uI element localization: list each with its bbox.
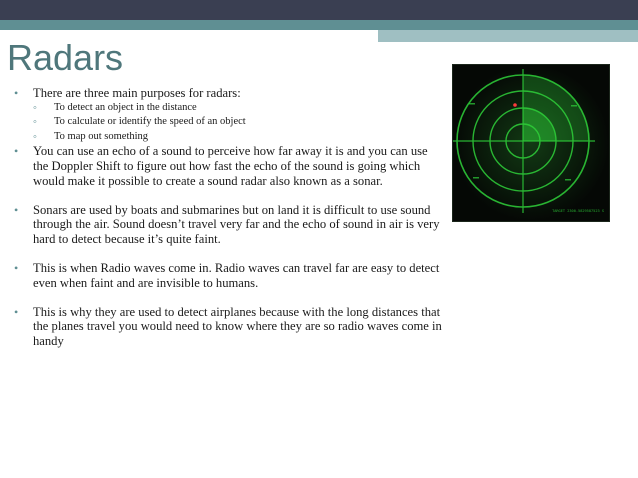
bullet-sonars: • Sonars are used by boats and submarines but on land it is difficult to use sound through the air. Sound doesn’t travel very far and the echo of sound in air is very hard to detect because it’s quite faint. xyxy=(12,203,442,247)
radar-target-blip xyxy=(513,103,517,107)
radar-marker xyxy=(571,105,577,107)
radar-caption: TARGET 2300-5829587523 S xyxy=(552,209,604,213)
slide-title: Radars xyxy=(7,37,124,78)
radar-marker xyxy=(565,179,571,181)
bullet-radio-waves: • This is when Radio waves come in. Radio waves can travel far are easy to detect even when faint and are invisible to humans. xyxy=(12,261,442,291)
sub-bullet-detect: ◦ To detect an object in the distance xyxy=(12,101,442,116)
radar-screen-graphic xyxy=(453,65,609,221)
bullet-purposes: • There are three main purposes for radars: xyxy=(12,86,442,101)
sub-bullet-map: ◦ To map out something xyxy=(12,130,442,145)
slide-content xyxy=(12,86,442,349)
bullet-airplanes: • This is why they are used to detect airplanes because with the long distances that the planes travel you would need to know where they are so radio waves come in handy xyxy=(12,305,442,349)
radar-marker xyxy=(469,103,475,105)
radar-image xyxy=(452,64,610,222)
spacer xyxy=(12,247,442,261)
header-band-dark xyxy=(0,0,638,20)
radar-marker xyxy=(473,177,479,179)
spacer xyxy=(12,189,442,203)
sub-bullet-speed: ◦ To calculate or identify the speed of an object xyxy=(12,115,442,130)
header-band-teal xyxy=(0,20,638,30)
spacer xyxy=(12,291,442,305)
bullet-echo-doppler: • You can use an echo of a sound to perceive how far away it is and you can use the Doppler Shift to figure out how fast the echo of the sound is going which would make it possible to create a sound radar also known as a sonar. xyxy=(12,144,442,188)
header-band-light xyxy=(378,30,638,42)
